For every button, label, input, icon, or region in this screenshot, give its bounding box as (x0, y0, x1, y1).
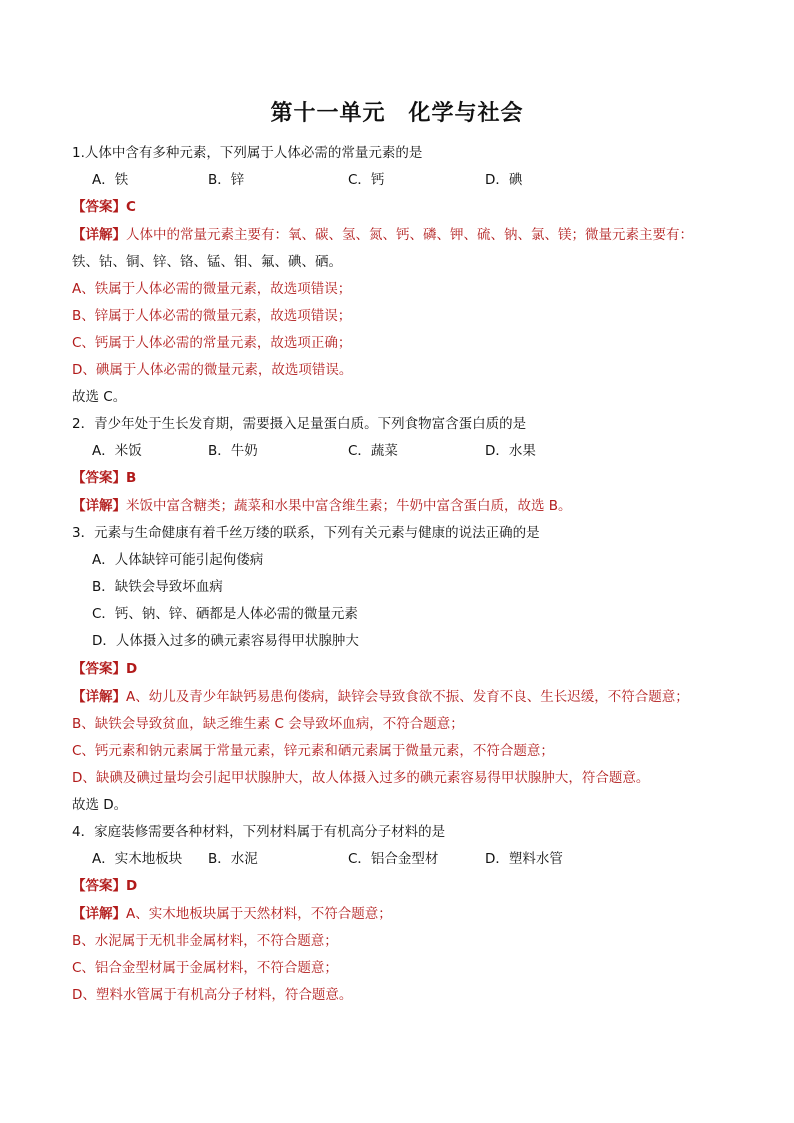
question-3-stem: 3．元素与生命健康有着千丝万缕的联系，下列有关元素与健康的说法正确的是 (72, 525, 540, 541)
q3-detail-line: C、钙元素和钠元素属于常量元素，锌元素和硒元素属于微量元素，不符合题意； (72, 743, 554, 759)
q2-detail (72, 496, 572, 516)
detail-text: A、实木地板块属于天然材料，不符合题意； (126, 906, 392, 922)
q1-detail-line: D、碘属于人体必需的微量元素，故选项错误。 (72, 362, 353, 378)
q1-detail-line: A、铁属于人体必需的微量元素，故选项错误； (72, 281, 352, 297)
detail-text: 米饭中富含糖类；蔬菜和水果中富含维生素；牛奶中富含蛋白质，故选 B。 (126, 498, 572, 514)
answer-label: 【答案】 (72, 661, 126, 677)
answer-value: D (126, 878, 138, 894)
q1-detail-line: B、锌属于人体必需的微量元素，故选项错误； (72, 308, 352, 324)
answer-value: D (126, 661, 138, 677)
q4-option-a: A．实木地板块 (92, 851, 183, 867)
page-title: 第十一单元 化学与社会 (270, 100, 524, 126)
answer-value: C (126, 199, 136, 215)
q4-answer (72, 876, 137, 896)
answer-label: 【答案】 (72, 470, 126, 486)
q4-detail-line: C、铝合金型材属于金属材料，不符合题意； (72, 960, 338, 976)
q3-option-d: D．人体摄入过多的碘元素容易得甲状腺肿大 (92, 633, 359, 649)
answer-value: B (126, 470, 137, 486)
answer-label: 【答案】 (72, 199, 126, 215)
q1-conclusion: 故选 C。 (72, 389, 127, 405)
q2-option-d: D．水果 (485, 443, 536, 459)
q3-detail (72, 687, 689, 707)
answer-label: 【答案】 (72, 878, 126, 894)
q1-answer (72, 197, 136, 217)
q3-detail-line: B、缺铁会导致贫血，缺乏维生素 C 会导致坏血病，不符合题意； (72, 716, 464, 732)
q3-option-c: C．钙、钠、锌、硒都是人体必需的微量元素 (92, 606, 358, 622)
q2-option-b: B．牛奶 (208, 443, 258, 459)
q4-detail-line: D、塑料水管属于有机高分子材料，符合题意。 (72, 987, 353, 1003)
q1-option-b: B．锌 (208, 172, 245, 188)
q2-option-a: A．米饭 (92, 443, 142, 459)
q2-option-c: C．蔬菜 (348, 443, 398, 459)
q3-answer (72, 659, 137, 679)
detail-text: 人体中的常量元素主要有：氧、碳、氢、氮、钙、磷、钾、硫、钠、氯、镁；微量元素主要有： (126, 227, 693, 243)
q1-option-c: C．钙 (348, 172, 385, 188)
q3-option-a: A．人体缺锌可能引起佝偻病 (92, 552, 264, 568)
question-2-stem: 2．青少年处于生长发育期，需要摄入足量蛋白质。下列食物富含蛋白质的是 (72, 416, 527, 432)
q1-detail-line: 铁、钴、铜、锌、铬、锰、钼、氟、碘、硒。 (72, 254, 342, 270)
detail-label: 【详解】 (72, 498, 126, 514)
q1-detail-line: C、钙属于人体必需的常量元素，故选项正确； (72, 335, 352, 351)
q1-option-d: D．碘 (485, 172, 523, 188)
question-4-stem: 4．家庭装修需要各种材料，下列材料属于有机高分子材料的是 (72, 824, 446, 840)
q1-detail (72, 225, 693, 245)
detail-label: 【详解】 (72, 689, 126, 705)
question-1-stem: 1.人体中含有多种元素，下列属于人体必需的常量元素的是 (72, 145, 423, 161)
detail-text: A、幼儿及青少年缺钙易患佝偻病，缺锌会导致食欲不振、发育不良、生长迟缓，不符合题意； (126, 689, 689, 705)
q3-conclusion: 故选 D。 (72, 797, 128, 813)
q3-detail-line: D、缺碘及碘过量均会引起甲状腺肿大，故人体摄入过多的碘元素容易得甲状腺肿大，符合题意。 (72, 770, 650, 786)
detail-label: 【详解】 (72, 906, 126, 922)
q4-option-c: C．铝合金型材 (348, 851, 439, 867)
q4-option-d: D．塑料水管 (485, 851, 563, 867)
q1-option-a: A．铁 (92, 172, 129, 188)
detail-label: 【详解】 (72, 227, 126, 243)
q4-detail (72, 904, 392, 924)
q2-answer (72, 468, 136, 488)
q4-option-b: B．水泥 (208, 851, 258, 867)
q4-detail-line: B、水泥属于无机非金属材料，不符合题意； (72, 933, 338, 949)
q3-option-b: B．缺铁会导致坏血病 (92, 579, 223, 595)
